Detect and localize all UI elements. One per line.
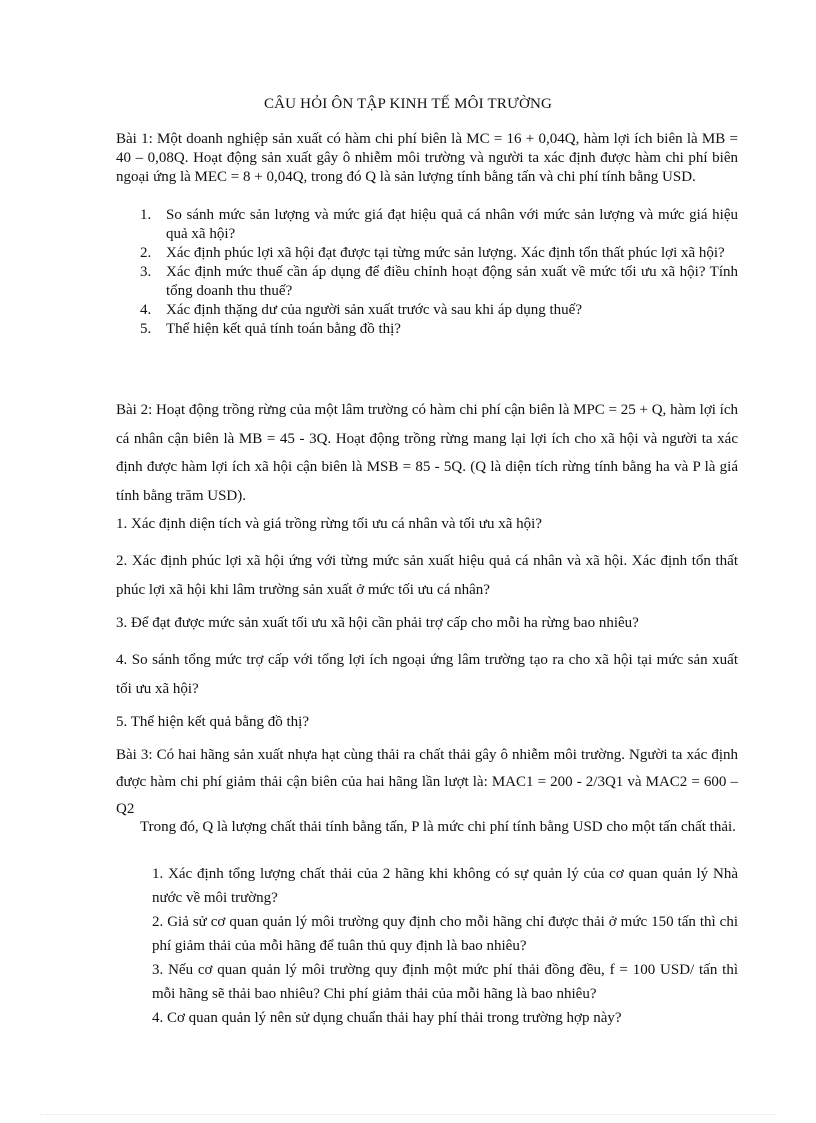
bai3-question-1: 1. Xác định tổng lượng chất thải của 2 hãng khi không có sự quản lý của cơ quan quản lý Nhà nước về môi trường? (152, 866, 738, 906)
bai1-question-2 (140, 244, 738, 263)
bai2-question-3: 3. Để đạt được mức sản xuất tối ưu xã hội cần phải trợ cấp cho mỗi ha rừng bao nhiêu? (116, 615, 639, 631)
bai1-intro: Bài 1: Một doanh nghiệp sản xuất có hàm chi phí biên là MC = 16 + 0,04Q, hàm lợi ích biên là MB = 40 – 0,08Q. Hoạt động sản xuất gây ô nhiễm môi trường và người ta xác định được hàm chi phí biên ngoại ứng là MEC = 8 + 0,04Q, trong đó Q là sản lượng tính bằng tấn và chi phí tính bằng USD. (116, 131, 738, 185)
question-text: Thể hiện kết quả tính toán bằng đồ thị? (166, 321, 401, 337)
question-number: 2. (140, 245, 152, 261)
bai1-question-5 (140, 320, 738, 339)
bai3-question-2: 2. Giả sử cơ quan quản lý môi trường quy định cho mỗi hãng chỉ được thải ở mức 150 tấn thì chi phí giảm thải của mỗi hãng để tuân thủ quy định là bao nhiêu? (152, 914, 738, 954)
bai3-question-4: 4. Cơ quan quản lý nên sử dụng chuẩn thải hay phí thải trong trường hợp này? (152, 1010, 622, 1026)
bai1-question-1 (140, 206, 738, 244)
bai2-intro: Bài 2: Hoạt động trồng rừng của một lâm trường có hàm chi phí cận biên là MPC = 25 + Q, hàm lợi ích cá nhân cận biên là MB = 45 - 3Q. Hoạt động trồng rừng mang lại lợi ích cho xã hội và người ta xác định được hàm lợi ích xã hội cận biên là MSB = 85 - 5Q. (Q là diện tích rừng tính bằng ha và P là giá tính bằng trăm USD). (116, 402, 738, 504)
bai2-question-1: 1. Xác định diện tích và giá trồng rừng tối ưu cá nhân và tối ưu xã hội? (116, 516, 542, 532)
question-number: 5. (140, 321, 152, 337)
bai3-intro: Bài 3: Có hai hãng sản xuất nhựa hạt cùng thải ra chất thải gây ô nhiễm môi trường. Người ta xác định được hàm chi phí giảm thải cận biên của hai hãng lần lượt là: MAC1 = 200 - 2/3Q1 và MAC2 = 600 – Q2 (116, 747, 738, 817)
question-number: 1. (140, 207, 152, 223)
bai2-question-2: 2. Xác định phúc lợi xã hội ứng với từng mức sản xuất hiệu quả cá nhân và xã hội. Xác định tổn thất phúc lợi xã hội khi lâm trường sản xuất ở mức tối ưu cá nhân? (116, 553, 738, 598)
question-text: Xác định thặng dư của người sản xuất trước và sau khi áp dụng thuế? (166, 302, 582, 318)
page-bottom-divider (40, 1114, 776, 1115)
question-text: Xác định mức thuế cần áp dụng để điều chỉnh hoạt động sản xuất về mức tối ưu xã hội? Tính tổng doanh thu thuế? (166, 264, 738, 299)
bai2-question-4: 4. So sánh tổng mức trợ cấp với tổng lợi ích ngoại ứng lâm trường tạo ra cho xã hội tại mức sản xuất tối ưu xã hội? (116, 652, 738, 697)
bai3-question-3: 3. Nếu cơ quan quản lý môi trường quy định một mức phí thải đồng đều, f = 100 USD/ tấn thì mỗi hãng sẽ thải bao nhiêu? Chi phí giảm thải của mỗi hãng là bao nhiêu? (152, 962, 738, 1002)
question-number: 3. (140, 264, 152, 280)
question-text: Xác định phúc lợi xã hội đạt được tại từng mức sản lượng. Xác định tổn thất phúc lợi xã hội? (166, 245, 725, 261)
bai3-question-list (152, 862, 738, 1030)
question-text: So sánh mức sản lượng và mức giá đạt hiệu quả cá nhân với mức sản lượng và mức giá hiệu quả xã hội? (166, 207, 738, 242)
bai1-question-4 (140, 301, 738, 320)
bai1-question-list (140, 206, 738, 339)
question-number: 4. (140, 302, 152, 318)
bai3-note: Trong đó, Q là lượng chất thải tính bằng tấn, P là mức chi phí tính bằng USD cho một tấn chất thải. (140, 819, 736, 835)
page-title: CÂU HỎI ÔN TẬP KINH TẾ MÔI TRƯỜNG (263, 96, 553, 112)
bai1-question-3 (140, 263, 738, 301)
bai2-question-5: 5. Thể hiện kết quả bằng đồ thị? (116, 714, 310, 730)
